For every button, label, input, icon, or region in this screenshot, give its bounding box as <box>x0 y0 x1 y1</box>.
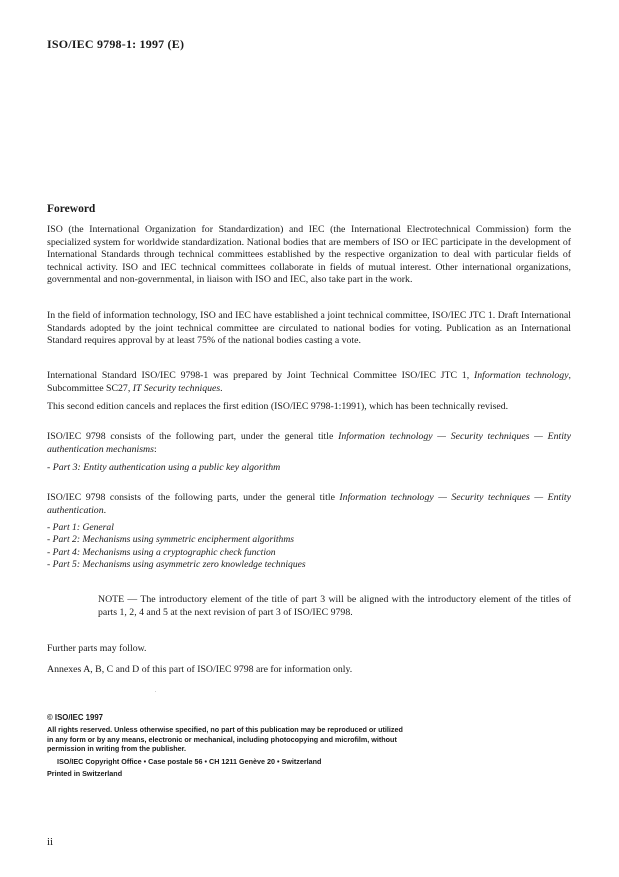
copyright-office-address: ISO/IEC Copyright Office • Case postale 56 • CH 1211 Genève 20 • Switzerland <box>57 756 322 766</box>
note-paragraph: NOTE — The introductory element of the title of part 3 will be aligned with the introductory element of the titles of parts 1, 2, 4 and 5 at the next revision of part 3 of ISO/IEC 9798. <box>98 594 571 618</box>
foreword-p2-text: In the field of information technology, ISO and IEC have established a joint technical committee, ISO/IEC JTC 1. Draft International Standards adopted by the joint technical committee are circulated to national bodies for voting. Publication as an International Standard requires approval by at least 75% of the national bodies casting a vote. <box>47 310 571 347</box>
divider <box>155 691 156 692</box>
list-item: - Part 2: Mechanisms using symmetric encipherment algorithms <box>47 534 295 546</box>
page-number: ii <box>47 836 54 848</box>
further-parts-text: Further parts may follow. <box>47 643 147 654</box>
annexes-text: Annexes A, B, C and D of this part of ISO/IEC 9798 are for information only. <box>47 664 353 675</box>
foreword-p6-text: ISO/IEC 9798 consists of the following parts, under the general title Information technology — Security techniques — Entity authentication. <box>47 492 571 516</box>
foreword-paragraph-1 <box>47 224 571 287</box>
rights-statement: All rights reserved. Unless otherwise specified, no part of this publication may be reproduced or utilized in any form or by any means, electronic or mechanical, including photocopying and microfilm, without permission in writing from the publisher. <box>47 725 403 754</box>
foreword-paragraph-6 <box>47 492 571 517</box>
parts-list <box>47 522 571 571</box>
foreword-paragraph-2 <box>47 310 571 348</box>
list-item: - Part 4: Mechanisms using a cryptographic check function <box>47 546 276 558</box>
document-header: ISO/IEC 9798-1: 1997 (E) <box>47 37 185 51</box>
printed-in-text: Printed in Switzerland <box>47 769 123 779</box>
foreword-paragraph-4 <box>47 401 571 414</box>
foreword-heading: Foreword <box>47 203 96 215</box>
foreword-paragraph-5 <box>47 431 571 456</box>
foreword-paragraph-3 <box>47 370 571 395</box>
list-item: - Part 5: Mechanisms using asymmetric zero knowledge techniques <box>47 558 306 570</box>
copyright-line: © ISO/IEC 1997 <box>47 713 104 722</box>
part-3-list-item: - Part 3: Entity authentication using a public key algorithm <box>47 462 281 473</box>
foreword-p4-text: This second edition cancels and replaces the first edition (ISO/IEC 9798-1:1991), which has been technically revised. <box>47 401 509 412</box>
list-item: - Part 1: General <box>47 522 114 533</box>
copyright-block <box>47 713 547 778</box>
foreword-p3-text: International Standard ISO/IEC 9798-1 was prepared by Joint Technical Committee ISO/IEC JTC 1, Information technology, Subcommittee SC27, IT Security techniques. <box>47 370 571 394</box>
foreword-p5-text: ISO/IEC 9798 consists of the following part, under the general title Information technology — Security techniques — Entity authentication mechanisms: <box>47 431 571 455</box>
foreword-p1-text: ISO (the International Organization for Standardization) and IEC (the International Electrotechnical Commission) form the specialized system for worldwide standardization. National bodies that are members of ISO or IEC participate in the development of International Standards through technical committees established by the respective organization to deal with particular fields of technical activity. ISO and IEC technical committees collaborate in fields of mutual interest. Other international organizations, governmental and non-governmental, in liaison with ISO and IEC, also take part in the work. <box>47 224 571 286</box>
